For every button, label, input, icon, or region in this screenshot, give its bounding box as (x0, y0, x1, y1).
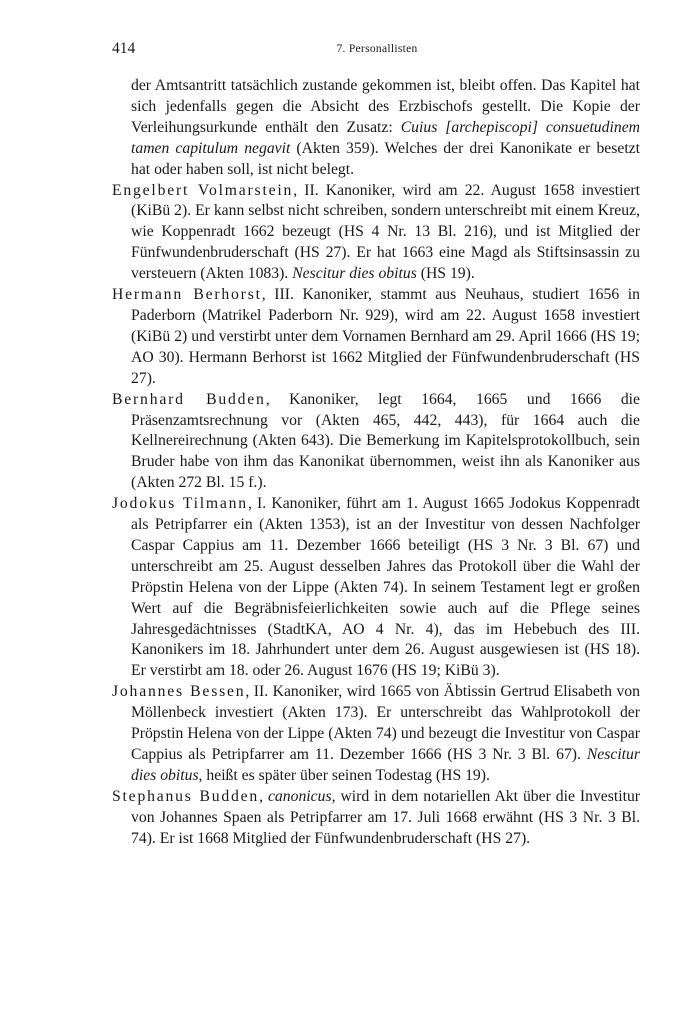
latin-phrase: Nescitur dies obitus (292, 265, 417, 283)
latin-term: canonicus (267, 787, 332, 805)
page-number: 414 (112, 40, 136, 57)
body-text (112, 76, 640, 850)
person-entry (112, 285, 640, 390)
person-name: Stephanus Budden (112, 787, 260, 805)
text-run: (Akten 359). Welches der drei Kanonikate er besetzt hat oder haben soll, ist nicht belegt. (131, 139, 640, 178)
text-run: (HS 19). (416, 265, 475, 283)
text-run: , (259, 787, 268, 805)
text-run: , III. Kanoniker, stammt aus Neuhaus, studiert 1656 in Paderborn (Matrikel Paderborn Nr. 929), wird am 22. August 1658 investiert (KiBü 2) und verstirbt unter dem Vornamen Bernhard am 29. April 1666 (HS 19; AO 30). Hermann Berhorst ist 1662 Mitglied der Fünfwundenbruderschaft (HS 27). (131, 286, 640, 387)
person-name: Jodokus Tilmann (112, 495, 248, 513)
person-name: Johannes Bessen (112, 683, 246, 701)
running-head: 7. Personallisten (336, 43, 418, 55)
entry-continuation (112, 76, 640, 181)
person-entry (112, 682, 640, 787)
person-entry (112, 494, 640, 682)
text-run: , II. Kanoniker, wird am 22. August 1658 investiert (KiBü 2). Er kann selbst nicht schreiben, sondern unterschreibt mit einem Kreuz, wie Koppenradt 1662 bezeugt (HS 4 Nr. 13 Bl. 216), und ist Mitglied der Fünfwundenbruderschaft (HS 27). Er hat 1663 eine Magd als Stiftsinsassin zu versteuern (Akten 1083). (131, 181, 640, 283)
text-run: , heißt es später über seinen Todestag (HS 19). (198, 766, 490, 784)
person-entry (112, 787, 640, 850)
text-run: , I. Kanoniker, führt am 1. August 1665 Jodokus Koppenradt als Petripfarrer ein (Akten 1353), ist an der Investitur von dessen Nachfolger Caspar Cappius am 11. Dezember 1666 beteiligt (HS 3 Nr. 3 Bl. 67) und unterschreibt am 25. August desselben Jahres das Protokoll über die Wahl der Pröpstin Helena von der Lippe (Akten 74). In seinem Testament legt er großen Wert auf die Begräbnisfeierlichkeiten sowie auch auf die Pflege seines Jahresgedächtnisses (StadtKA, AO 4 Nr. 4), das im Hebebuch des III. Kanonikers im 18. Jahrhundert unter dem 26. August ausgewiesen ist (HS 18). Er verstirbt am 18. oder 26. August 1676 (HS 19; KiBü 3). (131, 495, 640, 680)
text-run: , II. Kanoniker, wird 1665 von Äbtissin Gertrud Elisabeth von Möllenbeck investiert (Akten 173). Er unterschreibt das Wahlprotokoll der Pröpstin Helena von der Lippe (Akten 74) und bezeugt die Investitur von Caspar Cappius als Petripfarrer am 11. Dezember 1666 (HS 3 Nr. 3 Bl. 67). (131, 683, 640, 763)
person-entry (112, 181, 640, 286)
person-name: Hermann Berhorst (112, 286, 262, 304)
text-run: , wird in dem notariellen Akt über die Investitur von Johannes Spaen als Petripfarrer am 17. Juli 1668 erwähnt (HS 3 Nr. 3 Bl. 74). Er ist 1668 Mitglied der Fünfwundenbruderschaft (HS 27). (131, 787, 641, 847)
text-run: der Amtsantritt tatsächlich zustande gekommen ist, bleibt offen. Das Kapitel hat sich jedenfalls gegen die Absicht des Erzbischofs gestellt. Die Kopie der Verleihungsurkunde enthält den Zusatz: (131, 77, 640, 136)
latin-quote: Cuius [archepiscopi] consuetudinem tamen capitulum negavit (131, 118, 640, 157)
person-entry (112, 390, 640, 495)
page-header (112, 40, 642, 60)
person-name: Engelbert Volmarstein (112, 181, 294, 199)
person-name: Bernhard Budden (112, 390, 266, 408)
text-run: , Kanoniker, legt 1664, 1665 und 1666 die Präsenzamtsrechnung vor (Akten 465, 442, 443), für 1664 auch die Kellnereirechnung (Akten 643). Die Bemerkung im Kapitelsprotokollbuch, sein Bruder habe von ihm das Kanonikat übernommen, weist ihn als Kanoniker aus (Akten 272 Bl. 15 f.). (131, 390, 640, 492)
latin-phrase: Nescitur dies obitus (131, 746, 640, 784)
